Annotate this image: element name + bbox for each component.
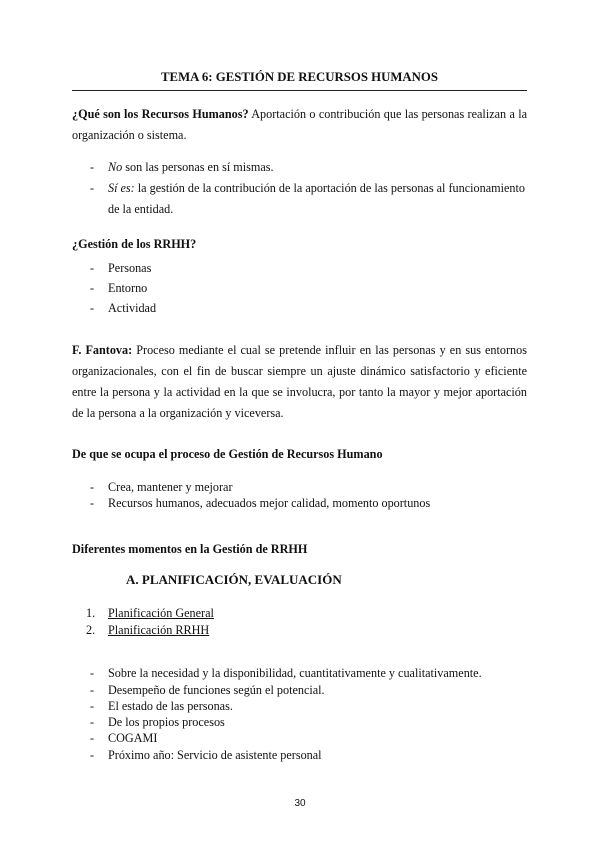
bullet-dash: - <box>90 496 95 510</box>
q3-item: Crea, mantener y mejorar <box>108 480 233 494</box>
q1-item-em: Sí es: <box>108 181 135 195</box>
page-title: TEMA 6: GESTIÓN DE RECURSOS HUMANOS <box>161 70 438 84</box>
q2-heading: ¿Gestión de los RRHH? <box>72 237 197 251</box>
q1-heading: ¿Qué son los Recursos Humanos? <box>72 107 249 121</box>
q3-heading: De que se ocupa el proceso de Gestión de Recursos Humano <box>72 447 383 461</box>
fantova-author: F. Fantova: <box>72 343 133 357</box>
q4-item: De los propios procesos <box>108 715 225 729</box>
q1-item-text: la gestión de la contribución de la aportación de las personas al funcionamiento de la entidad. <box>108 181 525 216</box>
section-subheading: A. PLANIFICACIÓN, EVALUACIÓN <box>126 572 342 587</box>
q2-item: Actividad <box>108 301 157 315</box>
q1-item-text: son las personas en sí mismas. <box>122 160 274 174</box>
bullet-dash: - <box>90 666 95 680</box>
q4-item: Próximo año: Servicio de asistente personal <box>108 748 322 762</box>
bullet-dash: - <box>90 731 95 745</box>
bullet-dash: - <box>90 181 95 195</box>
bullet-dash: - <box>90 715 95 729</box>
bullet-dash: - <box>90 301 95 315</box>
q2-item: Entorno <box>108 281 148 295</box>
q1-item-0 <box>108 157 528 178</box>
bullet-dash: - <box>90 160 95 174</box>
q3-item: Recursos humanos, adecuados mejor calidad, momento oportunos <box>108 496 431 510</box>
list-number: 1. <box>86 606 96 620</box>
q1-answer: Aportación o contribución que las personas realizan a la organización o sistema. <box>72 107 527 142</box>
q1-paragraph <box>72 104 527 146</box>
bullet-dash: - <box>90 699 95 713</box>
q1-item-em: No <box>108 160 123 174</box>
q4-item: El estado de las personas. <box>108 699 233 713</box>
q4-item: Sobre la necesidad y la disponibilidad, cuantitativamente y cualitativamente. <box>108 666 482 680</box>
bullet-dash: - <box>90 683 95 697</box>
q4-item: Desempeño de funciones según el potencial. <box>108 683 325 697</box>
bullet-dash: - <box>90 261 95 275</box>
q1-item-1 <box>108 178 528 220</box>
q2-item: Personas <box>108 261 152 275</box>
fantova-paragraph <box>72 340 527 424</box>
bullet-dash: - <box>90 480 95 494</box>
bullet-dash: - <box>90 281 95 295</box>
numbered-item: Planificación General <box>108 606 214 620</box>
bullet-dash: - <box>90 748 95 762</box>
fantova-text: Proceso mediante el cual se pretende influir en las personas y en sus entornos organizacionales, con el fin de buscar siempre un ajuste dinámico satisfactorio y eficiente entre la persona y la actividad en la que se involucra, por tanto la mayor y mejor aportación de la persona a la organización y viceversa. <box>72 343 527 420</box>
numbered-item: Planificación RRHH <box>108 623 210 637</box>
list-number: 2. <box>86 623 96 637</box>
q4-heading: Diferentes momentos en la Gestión de RRHH <box>72 542 308 556</box>
title-underline <box>72 90 527 91</box>
q4-item: COGAMI <box>108 731 158 745</box>
page-number: 30 <box>294 798 306 809</box>
